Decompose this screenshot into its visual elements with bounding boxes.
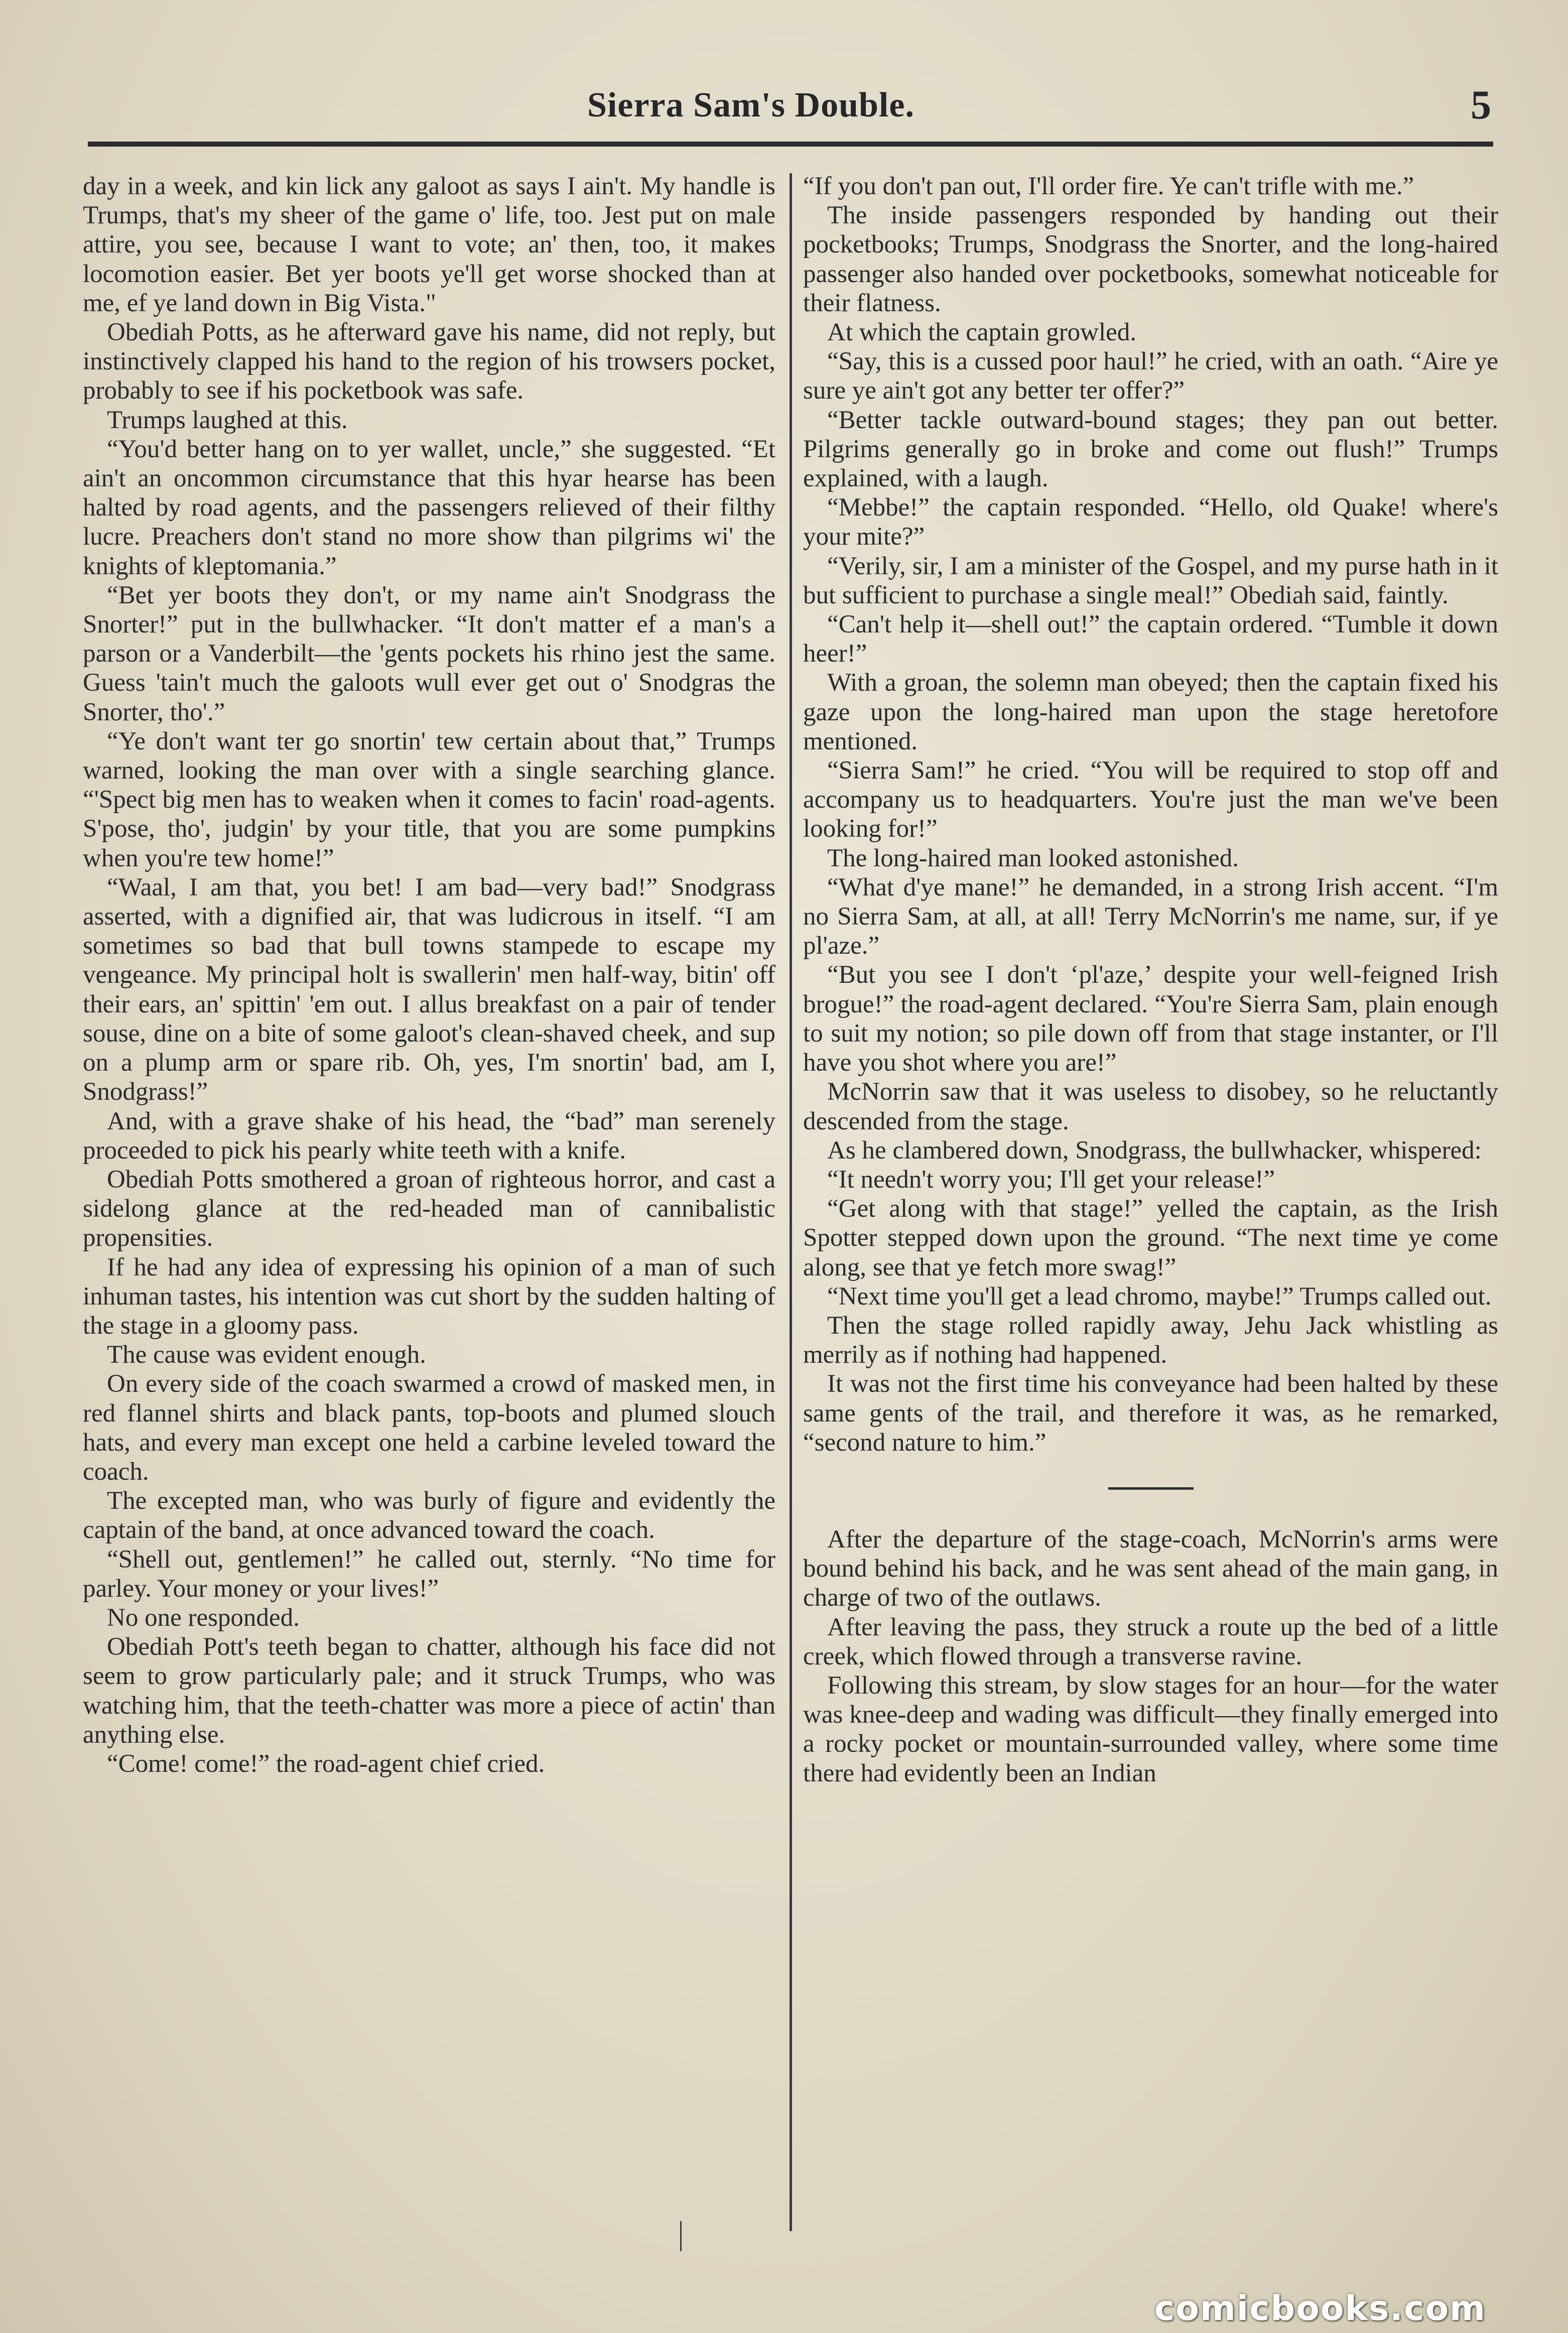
paragraph: Obediah Potts, as he afterward gave his name, did not reply, but instinctively clapped his hand to the region of his trowsers pocket, probably to see if his pocketbook was safe. (83, 318, 775, 405)
left-text-column (83, 172, 775, 1778)
paragraph: No one responded. (107, 1603, 300, 1632)
paragraph: “Mebbe!” the captain responded. “Hello, old Quake! where's your mite?” (803, 493, 1498, 551)
paragraph: “Waal, I am that, you bet! I am bad—very bad!” Snodgrass asserted, with a dignified air, that was ludicrous in itself. “I am sometimes so bad that bull towns stampede to escape my vengeance. My principal holt is swallerin' men half-way, bitin' off their ears, an' spittin' 'em out. I allus breakfast on a pair of tender souse, dine on a bite of some galoot's clean-shaved cheek, and sup on a plump arm or spare rib. Oh, yes, I'm snortin' bad, am I, Snodgrass!” (83, 873, 775, 1106)
paragraph: It was not the first time his conveyance had been halted by these same gents of the trail, and therefore it was, as he remarked, “second nature to him.” (803, 1370, 1498, 1457)
paragraph: Then the stage rolled rapidly away, Jehu Jack whistling as merrily as if nothing had happened. (803, 1311, 1498, 1369)
section-break-rule (1108, 1487, 1194, 1490)
paragraph: “Say, this is a cussed poor haul!” he cried, with an oath. “Aire ye sure ye ain't got any better ter offer?” (803, 347, 1498, 405)
paragraph: The excepted man, who was burly of figure and evidently the captain of the band, at once advanced toward the coach. (83, 1487, 775, 1544)
paragraph: “Verily, sir, I am a minister of the Gospel, and my purse hath in it but sufficient to purchase a single meal!” Obediah said, faintly. (803, 552, 1498, 609)
paragraph: “Can't help it—shell out!” the captain ordered. “Tumble it down heer!” (803, 610, 1498, 668)
paragraph: “Next time you'll get a lead chromo, maybe!” Trumps called out. (827, 1282, 1492, 1311)
header-rule (88, 142, 1493, 147)
paragraph: “If you don't pan out, I'll order fire. Ye can't trifle with me.” (803, 172, 1414, 200)
paragraph: Following this stream, by slow stages for an hour—for the water was knee-deep and wading was difficult—they finally emerged into a rocky pocket or mountain-surrounded valley, where some time there had evidently been an Indian (803, 1671, 1498, 1787)
watermark-logo: comicbooks.com (1154, 2289, 1487, 2328)
paragraph: Trumps laughed at this. (107, 406, 348, 434)
paragraph: “What d'ye mane!” he demanded, in a strong Irish accent. “I'm no Sierra Sam, at all, at all! Terry McNorrin's me name, sur, if ye pl'aze.” (803, 873, 1498, 960)
paragraph: If he had any idea of expressing his opinion of a man of such inhuman tastes, his intention was cut short by the sudden halting of the stage in a gloomy pass. (83, 1253, 775, 1340)
right-text-column (803, 172, 1498, 1788)
paragraph: “It needn't worry you; I'll get your release!” (827, 1165, 1275, 1194)
paragraph: At which the captain growled. (827, 318, 1137, 347)
paragraph: “Bet yer boots they don't, or my name ain't Snodgrass the Snorter!” put in the bullwhacker. “It don't matter ef a man's a parson or a Vanderbilt—the 'gents pockets his rhino jest the same. Guess 'tain't much the galoots wull ever get out o' Snodgras the Snorter, tho'.” (83, 581, 775, 726)
paragraph: The inside passengers responded by handing out their pocketbooks; Trumps, Snodgrass the Snorter, and the long-haired passenger also handed over pocketbooks, somewhat noticeable for their flatness. (803, 201, 1498, 317)
footer-mark (680, 2221, 682, 2251)
paragraph: McNorrin saw that it was useless to disobey, so he reluctantly descended from the stage. (803, 1078, 1498, 1135)
paragraph: day in a week, and kin lick any galoot as says I ain't. My handle is Trumps, that's my sheer of the game o' life, too. Jest put on male attire, you see, because I want to vote; an' then, too, it makes locomotion easier. Bet yer boots ye'll get worse shocked than at me, ef ye land down in Big Vista." (83, 172, 775, 317)
paragraph: On every side of the coach swarmed a crowd of masked men, in red flannel shirts and black pants, top-boots and plumed slouch hats, and every man except one held a carbine leveled toward the coach. (83, 1370, 775, 1486)
paragraph: As he clambered down, Snodgrass, the bullwhacker, whispered: (827, 1136, 1482, 1164)
right-column-section-2 (803, 1525, 1498, 1788)
paragraph: “Come! come!” the road-agent chief cried. (107, 1749, 545, 1778)
paragraph: “Ye don't want ter go snortin' tew certain about that,” Trumps warned, looking the man over with a single searching glance. “'Spect big men has to weaken when it comes to facin' road-agents. S'pose, tho', judgin' by your title, that you are some pumpkins when you're tew home!” (83, 727, 775, 872)
right-column-section-1 (803, 172, 1498, 1457)
paragraph: After leaving the pass, they struck a route up the bed of a little creek, which flowed through a transverse ravine. (803, 1613, 1498, 1670)
paragraph: “Sierra Sam!” he cried. “You will be required to stop off and accompany us to headquarters. You're just the man we've been looking for!” (803, 756, 1498, 843)
paragraph: “You'd better hang on to yer wallet, uncle,” she suggested. “Et ain't an oncommon circumstance that this hyar hearse has been halted by road agents, and the passengers relieved of their filthy lucre. Preachers don't stand no more show than pilgrims wi' the knights of kleptomania.” (83, 435, 775, 580)
paragraph: After the departure of the stage-coach, McNorrin's arms were bound behind his back, and he was sent ahead of the main gang, in charge of two of the outlaws. (803, 1525, 1498, 1612)
paragraph: With a groan, the solemn man obeyed; then the captain fixed his gaze upon the long-haired man upon the stage heretofore mentioned. (803, 669, 1498, 755)
paragraph: The long-haired man looked astonished. (827, 844, 1239, 872)
paragraph: The cause was evident enough. (107, 1341, 426, 1369)
paragraph: Obediah Potts smothered a groan of righteous horror, and cast a sidelong glance at the red-headed man of cannibalistic propensities. (83, 1165, 775, 1252)
paragraph: “Better tackle outward-bound stages; they pan out better. Pilgrims generally go in broke and come out flush!” Trumps explained, with a laugh. (803, 406, 1498, 493)
paragraph: “Shell out, gentlemen!” he called out, sternly. “No time for parley. Your money or your lives!” (83, 1545, 775, 1603)
page-number: 5 (1471, 82, 1491, 127)
column-divider (790, 173, 792, 2231)
paragraph: “Get along with that stage!” yelled the captain, as the Irish Spotter stepped down upon the ground. “The next time ye come along, see that ye fetch more swag!” (803, 1195, 1498, 1281)
paragraph: And, with a grave shake of his head, the “bad” man serenely proceeded to pick his pearly white teeth with a knife. (83, 1107, 775, 1164)
paragraph: “But you see I don't ‘pl'aze,’ despite your well-feigned Irish brogue!” the road-agent declared. “You're Sierra Sam, plain enough to suit my notion; so pile down off from that stage instanter, or I'll have you shot where you are!” (803, 961, 1498, 1077)
paragraph: Obediah Pott's teeth began to chatter, although his face did not seem to grow particularly pale; and it struck Trumps, who was watching him, that the teeth-chatter was more a piece of actin' than anything else. (83, 1633, 775, 1749)
running-title: Sierra Sam's Double. (587, 86, 914, 124)
